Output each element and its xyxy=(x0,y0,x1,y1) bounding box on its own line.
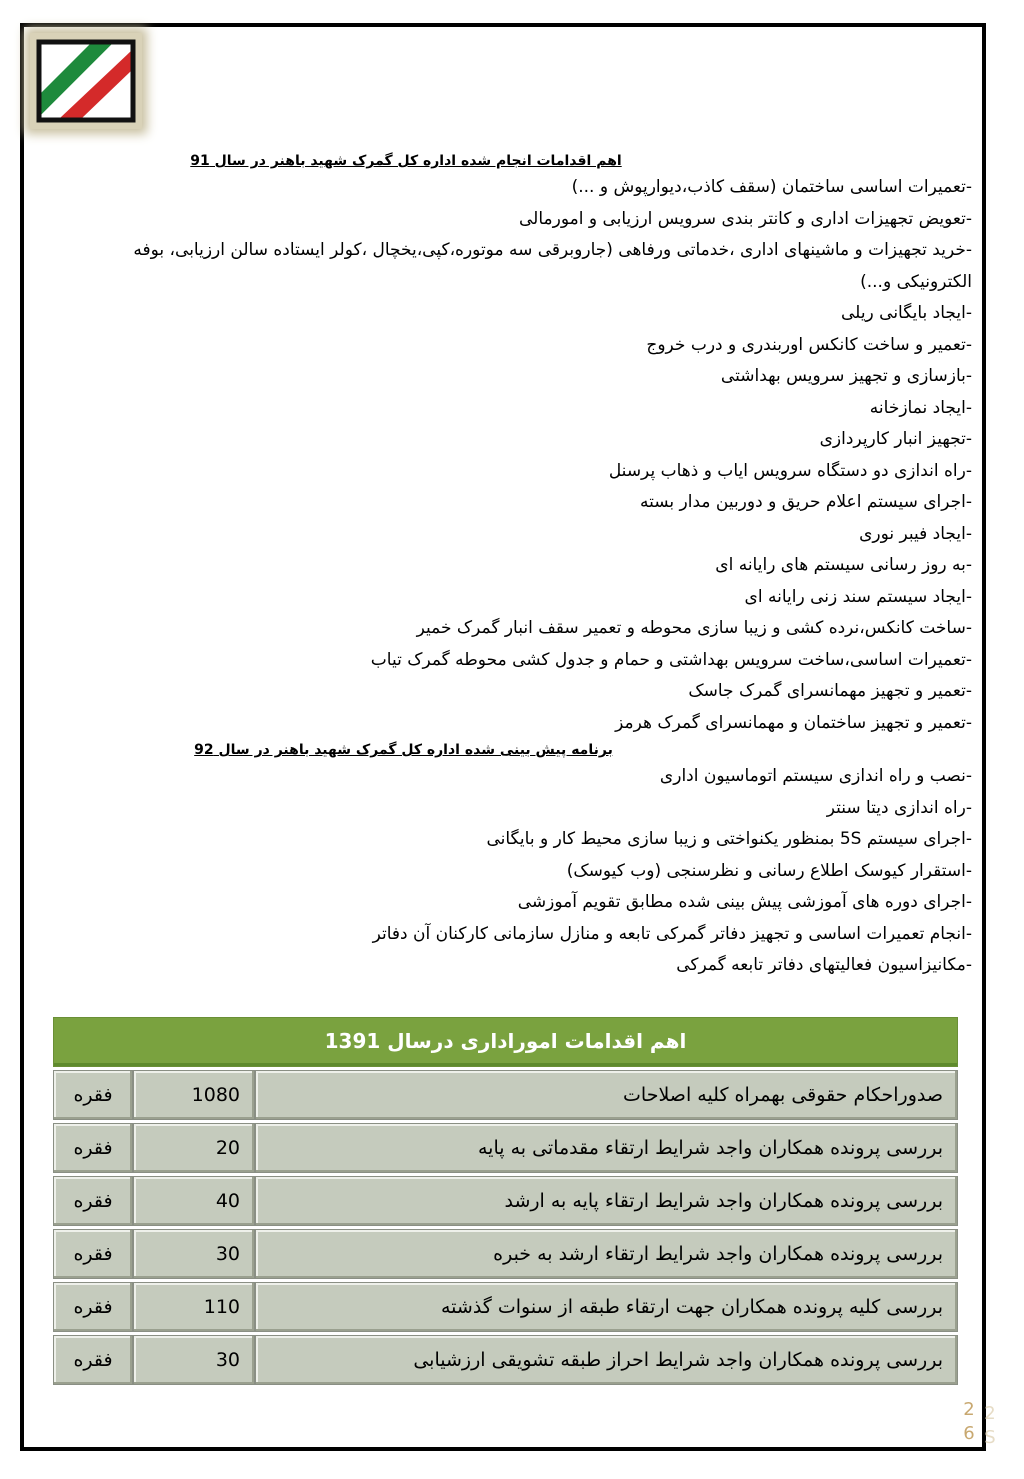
list-item: -انجام تعمیرات اساسی و تجهیز دفاتر گمرکی تابعه و منازل سازمانی کارکنان آن دفاتر xyxy=(372,923,972,944)
heading-actions-91: اهم اقدامات انجام شده اداره کل گمرک شهید باهنر در سال 91 xyxy=(190,153,622,169)
table-cell-description: بررسی پرونده همکاران واجد شرایط ارتقاء ارشد به خبره xyxy=(255,1229,958,1279)
table-cell-unit: فقره xyxy=(53,1176,133,1226)
list-item: -ایجاد فیبر نوری xyxy=(859,523,972,544)
list-item: -تعمیر و تجهیز ساختمان و مهمانسرای گمرک هرمز xyxy=(615,712,972,733)
page-number-shadow-text: 2 S xyxy=(984,1403,996,1448)
list-item: -راه اندازی دیتا سنتر xyxy=(826,797,972,818)
table-row xyxy=(53,1282,958,1332)
table-body xyxy=(53,1070,958,1385)
page-number xyxy=(962,1398,976,1446)
list-item: -تعمیر و ساخت کانکس اوربندری و درب خروج xyxy=(646,334,972,355)
admin-actions-table xyxy=(53,1017,958,1385)
page-number-text: 2 6 xyxy=(963,1399,975,1444)
list-item: -ساخت کانکس،نرده کشی و زیبا سازی محوطه و تعمیر سقف انبار گمرک خمیر xyxy=(416,618,972,638)
list-item: -مکانیزاسیون فعالیتهای دفاتر تابعه گمرکی xyxy=(676,955,972,975)
table-cell-count: 30 xyxy=(133,1335,255,1385)
list-item: -ایجاد سیستم سند زنی رایانه ای xyxy=(744,586,972,607)
main-content xyxy=(60,150,972,982)
table-cell-count: 1080 xyxy=(133,1070,255,1120)
table-row xyxy=(53,1229,958,1279)
table-cell-unit: فقره xyxy=(53,1335,133,1385)
list-item: -تعمیرات اساسی ساختمان (سقف کاذب،دیوارپوش و ...) xyxy=(571,177,972,197)
table-cell-count: 20 xyxy=(133,1123,255,1173)
list-item: -ایجاد نمازخانه xyxy=(869,397,972,418)
list-item: -خرید تجهیزات و ماشینهای اداری ،خدماتی ورفاهی (جاروبرقی سه موتوره،کپی،یخچال ،کولر ایستاده سالن ارزیابی، بوفه الکترونیکی و...) xyxy=(133,240,972,292)
table-row xyxy=(53,1335,958,1385)
table-cell-unit: فقره xyxy=(53,1229,133,1279)
table-cell-count: 40 xyxy=(133,1176,255,1226)
actions-91-list xyxy=(60,172,972,739)
page-number-shadow xyxy=(984,1402,996,1450)
table-cell-description: بررسی کلیه پرونده همکاران جهت ارتقاء طبقه از سنوات گذشته xyxy=(255,1282,958,1332)
list-item: -تعمیر و تجهیز مهمانسرای گمرک جاسک xyxy=(688,681,972,701)
table-cell-description: بررسی پرونده همکاران واجد شرایط احراز طبقه تشویقی ارزشیابی xyxy=(255,1335,958,1385)
list-item: -نصب و راه اندازی سیستم اتوماسیون اداری xyxy=(659,766,972,786)
list-item: -تعویض تجهیزات اداری و کانتر بندی سرویس ارزیابی و امورمالی xyxy=(518,208,972,229)
table-cell-unit: فقره xyxy=(53,1070,133,1120)
table-cell-count: 110 xyxy=(133,1282,255,1332)
table-cell-unit: فقره xyxy=(53,1123,133,1173)
list-item: -راه اندازی دو دستگاه سرویس ایاب و ذهاب پرسنل xyxy=(608,460,972,481)
list-item: -استقرار کیوسک اطلاع رسانی و نظرسنجی (وب کیوسک) xyxy=(566,860,972,881)
list-item: -تجهیز انبار کارپردازی xyxy=(819,429,972,449)
plan-92-list xyxy=(60,761,972,982)
table-cell-description: بررسی پرونده همکاران واجد شرایط ارتقاء پایه به ارشد xyxy=(255,1176,958,1226)
table-row xyxy=(53,1176,958,1226)
table-cell-unit: فقره xyxy=(53,1282,133,1332)
list-item: -اجرای سیستم اعلام حریق و دوربین مدار بسته xyxy=(639,492,972,512)
heading-plan-92: برنامه پیش بینی شده اداره کل گمرک شهید باهنر در سال 92 xyxy=(194,742,613,758)
list-item: -ایجاد بایگانی ریلی xyxy=(841,303,972,323)
table-cell-count: 30 xyxy=(133,1229,255,1279)
table-cell-description: صدوراحکام حقوقی بهمراه کلیه اصلاحات xyxy=(255,1070,958,1120)
list-item: -اجرای دوره های آموزشی پیش بینی شده مطابق تقویم آموزشی xyxy=(517,892,972,912)
table-cell-description: بررسی پرونده همکاران واجد شرایط ارتقاء مقدماتی به پایه xyxy=(255,1123,958,1173)
table-row xyxy=(53,1070,958,1120)
list-item: -اجرای سیستم 5S بمنظور یکنواختی و زیبا سازی محیط کار و بایگانی xyxy=(486,829,972,849)
table-row xyxy=(53,1123,958,1173)
list-item: -بازسازی و تجهیز سرویس بهداشتی xyxy=(720,366,972,386)
list-item: -به روز رسانی سیستم های رایانه ای xyxy=(715,555,972,575)
table-title: اهم اقدامات اموراداری درسال 1391 xyxy=(53,1017,958,1067)
customs-logo xyxy=(30,33,142,129)
list-item: -تعمیرات اساسی،ساخت سرویس بهداشتی و حمام و جدول کشی محوطه گمرک تیاب xyxy=(370,649,972,670)
